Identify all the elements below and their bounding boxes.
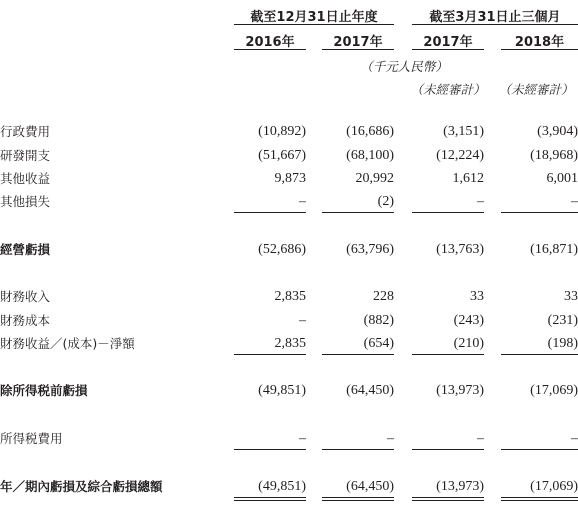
row-value: – <box>299 194 306 209</box>
row-value: – <box>477 431 484 446</box>
unit-label: （千元人民幣） <box>360 59 448 74</box>
row-value: (198) <box>547 336 578 351</box>
row-label: 財務收入 <box>0 289 51 304</box>
unaudited-label: （未經審計） <box>498 82 574 97</box>
row-label: 除所得税前虧損 <box>0 383 88 398</box>
row-value: (3,904) <box>537 124 578 139</box>
row-value: (52,686) <box>258 242 306 257</box>
total-double-rule <box>234 500 306 501</box>
row-value: (13,973) <box>436 383 484 398</box>
row-value: – <box>299 431 306 446</box>
row-value: (243) <box>453 313 484 328</box>
subtotal-rule <box>322 449 394 450</box>
row-value: (13,973) <box>436 479 484 494</box>
subtotal-rule <box>501 212 578 213</box>
row-value: (51,667) <box>258 148 306 163</box>
subtotal-rule <box>412 212 484 213</box>
header-group-three-months: 截至3月31日止三個月 <box>429 10 561 25</box>
row-value: 9,873 <box>274 171 306 186</box>
row-value: (64,450) <box>346 383 394 398</box>
subtotal-rule <box>234 212 306 213</box>
row-value: (16,686) <box>346 124 394 139</box>
subtotal-rule <box>501 354 578 355</box>
row-value: (210) <box>453 336 484 351</box>
subtotal-rule <box>412 449 484 450</box>
row-value: (63,796) <box>346 242 394 257</box>
row-value: – <box>571 194 578 209</box>
year-header: 2016年 <box>245 35 295 50</box>
row-value: (16,871) <box>530 242 578 257</box>
year-underline <box>412 49 484 50</box>
total-double-rule <box>501 500 578 501</box>
row-value: (882) <box>363 313 394 328</box>
row-value: (18,968) <box>530 148 578 163</box>
total-double-rule <box>322 500 394 501</box>
row-value: (231) <box>547 313 578 328</box>
row-value: – <box>477 194 484 209</box>
row-value: (17,069) <box>530 479 578 494</box>
year-underline <box>234 49 306 50</box>
header-group-underline <box>412 24 578 25</box>
subtotal-rule <box>501 449 578 450</box>
row-value: (654) <box>363 336 394 351</box>
year-header: 2017年 <box>423 35 473 50</box>
subtotal-rule <box>322 212 394 213</box>
row-label: 行政費用 <box>0 124 51 139</box>
row-value: (2) <box>377 194 394 209</box>
total-double-rule <box>412 500 484 501</box>
subtotal-rule <box>322 354 394 355</box>
row-value: 2,835 <box>274 289 306 304</box>
row-value: 33 <box>470 289 484 304</box>
row-value: – <box>571 431 578 446</box>
total-double-rule <box>501 497 578 498</box>
row-value: (12,224) <box>436 148 484 163</box>
total-double-rule <box>234 497 306 498</box>
row-label: 其他收益 <box>0 171 51 186</box>
row-label: 經營虧損 <box>0 242 51 257</box>
total-double-rule <box>322 497 394 498</box>
row-value: (13,763) <box>436 242 484 257</box>
unaudited-label: （未經審計） <box>410 82 486 97</box>
year-header: 2018年 <box>514 35 565 50</box>
row-label: 其他損失 <box>0 194 51 209</box>
row-value: (49,851) <box>258 383 306 398</box>
row-value: (64,450) <box>346 479 394 494</box>
row-value: (17,069) <box>530 383 578 398</box>
subtotal-rule <box>234 449 306 450</box>
row-value: 20,992 <box>355 171 394 186</box>
year-underline <box>501 49 578 50</box>
row-value: 6,001 <box>546 171 578 186</box>
row-value: – <box>299 313 306 328</box>
header-group-underline <box>234 24 394 25</box>
subtotal-rule <box>412 354 484 355</box>
row-label: 所得税費用 <box>0 431 63 446</box>
row-value: (68,100) <box>346 148 394 163</box>
row-label: 研發開支 <box>0 148 51 163</box>
row-value: 1,612 <box>452 171 484 186</box>
year-underline <box>322 49 394 50</box>
row-value: – <box>387 431 394 446</box>
total-double-rule <box>412 497 484 498</box>
row-value: 228 <box>373 289 394 304</box>
row-value: 33 <box>564 289 578 304</box>
row-value: (10,892) <box>258 124 306 139</box>
row-label: 財務收益／(成本)－淨額 <box>0 336 135 351</box>
row-label: 年／期內虧損及綜合虧損總額 <box>0 479 163 494</box>
row-label: 財務成本 <box>0 313 51 328</box>
subtotal-rule <box>234 354 306 355</box>
row-value: 2,835 <box>274 336 306 351</box>
header-group-year-ended: 截至12月31日止年度 <box>250 10 378 25</box>
row-value: (3,151) <box>443 124 484 139</box>
row-value: (49,851) <box>258 479 306 494</box>
year-header: 2017年 <box>333 35 383 50</box>
